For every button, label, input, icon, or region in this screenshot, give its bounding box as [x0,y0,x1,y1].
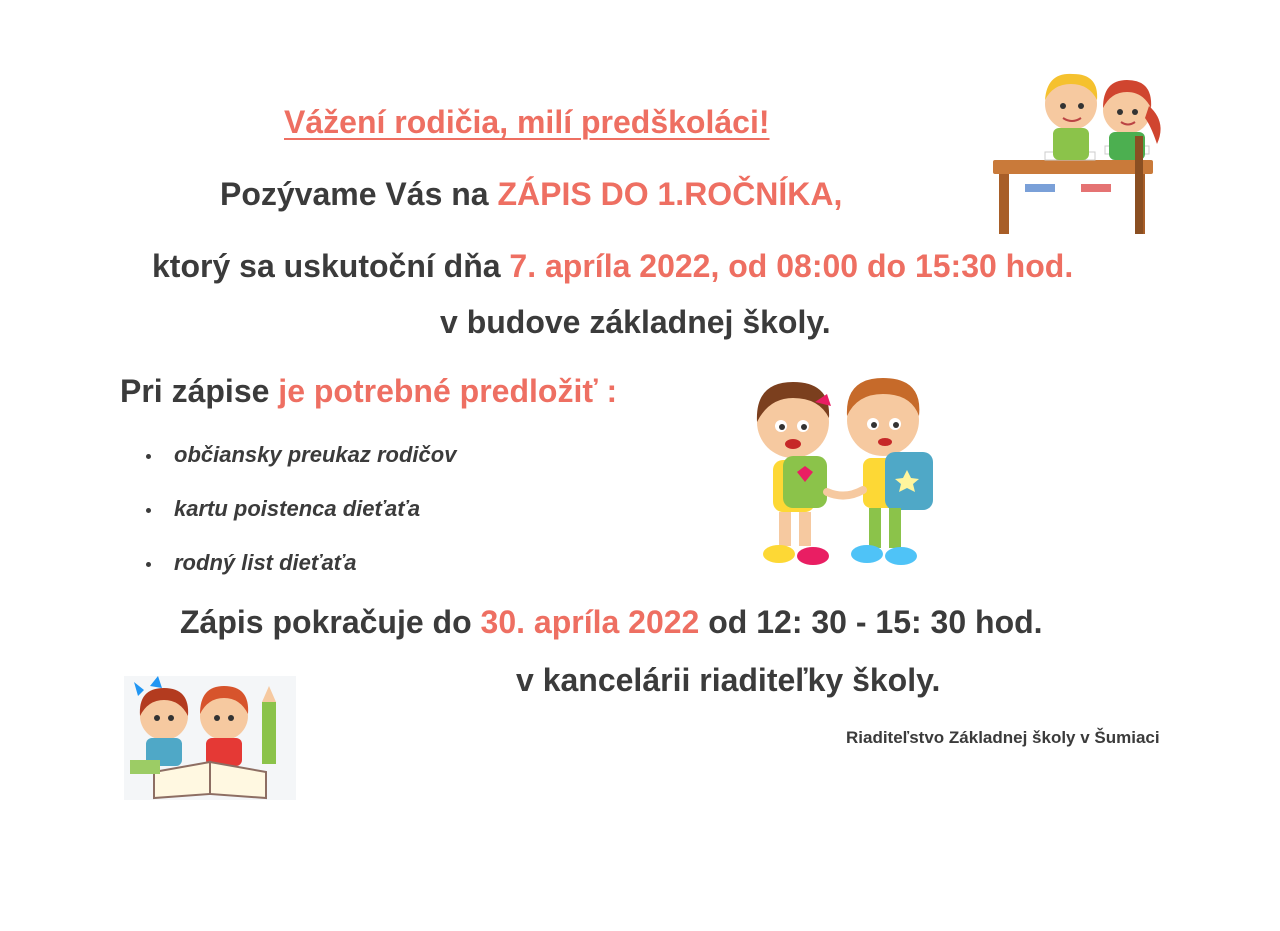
documents-heading [120,373,617,410]
invitation-highlight: ZÁPIS DO 1.ROČNÍKA, [497,176,843,212]
invitation-line [220,176,842,213]
date-highlight: 7. apríla 2022, od 08:00 do 15:30 hod. [509,248,1074,284]
greeting-heading: Vážení rodičia, milí predškoláci! [284,104,770,140]
list-item: rodný list dieťaťa [146,548,456,602]
documents-heading-prefix: Pri zápise [120,373,279,409]
date-line [152,248,1073,285]
children-at-desk-illustration [985,66,1175,238]
building-line: v budove základnej školy. [440,304,831,340]
children-reading-book-illustration [124,676,296,800]
documents-heading-highlight: je potrebné predložiť : [278,373,618,409]
continuation-highlight: 30. apríla 2022 [480,604,700,640]
continuation-prefix: Zápis pokračuje do [180,604,481,640]
list-item: občiansky preukaz rodičov [146,440,456,494]
children-walking-with-backpacks-illustration [735,372,955,582]
invitation-prefix: Pozývame Vás na [220,176,498,212]
documents-list [146,440,456,602]
signature: Riaditeľstvo Základnej školy v Šumiaci [846,728,1160,747]
office-line: v kancelárii riaditeľky školy. [516,662,941,698]
date-prefix: ktorý sa uskutoční dňa [152,248,510,284]
list-item: kartu poistenca dieťaťa [146,494,456,548]
continuation-line [180,604,1043,641]
continuation-suffix: od 12: 30 - 15: 30 hod. [699,604,1043,640]
